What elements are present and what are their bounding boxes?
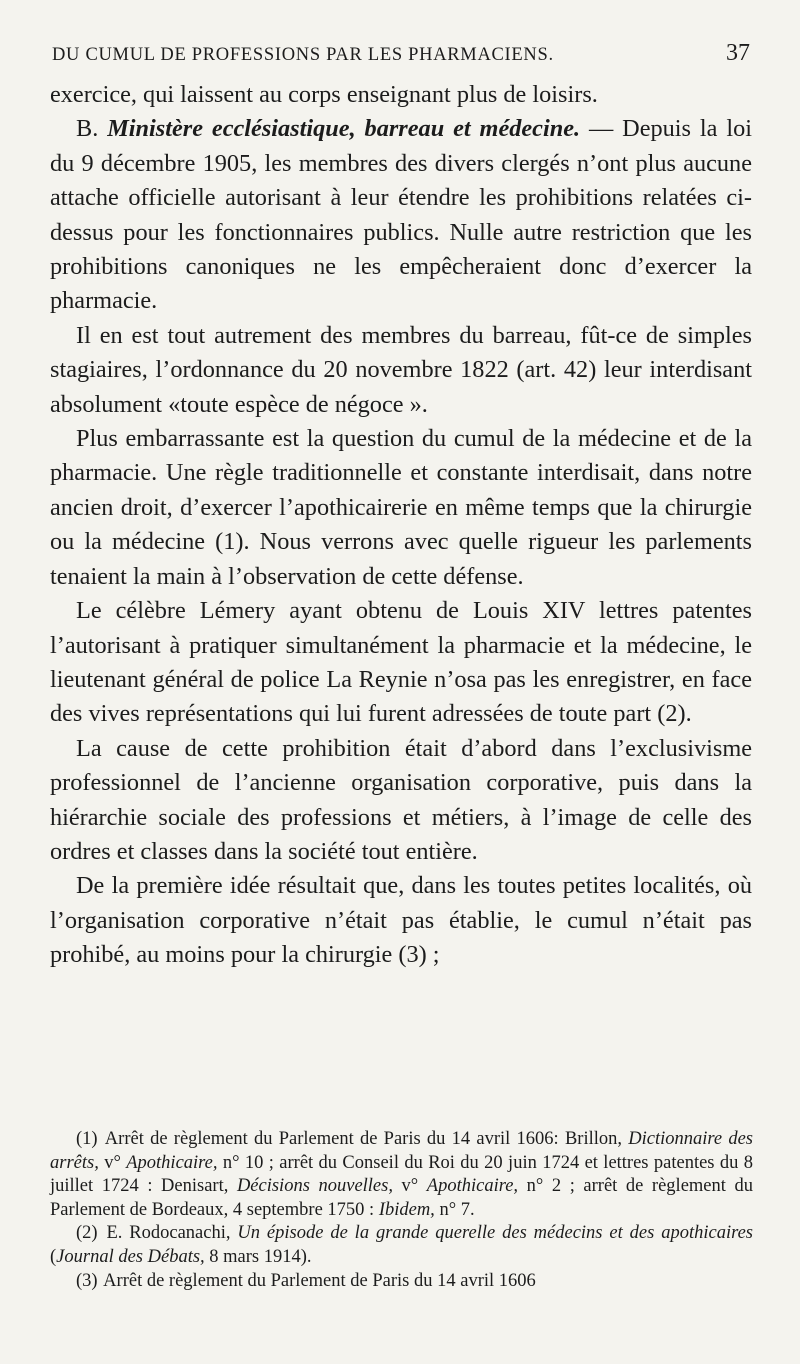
footnote-text: n° 10 ; arrêt du Conseil du Roi du 20 juin 1724 et lettres patentes du 8 juillet 1724 : Denisart, [50, 1152, 753, 1197]
footnote-title: Un épisode de la grande querelle des médecins et des apothicaires [237, 1223, 754, 1244]
footnotes [50, 1128, 753, 1293]
paragraph-lemery: Le célèbre Lémery ayant obtenu de Louis XIV lettres patentes l’autorisant à pratiquer simultanément la pharmacie et la médecine, le lieutenant général de police La Reynie n’osa pas les enregistrer, en face des vives représentations qui lui furent adressées de toute part (2). [50, 597, 752, 728]
footnote-title: Ibidem, [378, 1199, 435, 1220]
footnote-text: v° [98, 1152, 127, 1173]
footnote-mark: (1) [76, 1129, 98, 1149]
paragraph-section-b [50, 112, 752, 318]
footnote-text: v° [392, 1176, 427, 1197]
paragraph-medecine: Plus embarrassante est la question du cumul de la médecine et de la pharmacie. Une règle traditionnelle et constante interdisait, dans notre ancien droit, d’exercer l’apothicairerie en même temps que la chirurgie ou la médecine (1). Nous verrons avec quelle rigueur les parlements tenaient la main à l’observation de cette défense. [50, 425, 752, 590]
footnote-title: Apothicaire, [126, 1152, 218, 1173]
paragraph-premiere-idee: De la première idée résultait que, dans les toutes petites localités, où l’organisation corporative n’était pas établie, le cumul n’était pas prohibé, au moins pour la chirurgie (3) ; [50, 872, 752, 969]
paragraph-barreau: Il en est tout autrement des membres du barreau, fût-ce de simples stagiaires, l’ordonnance du 20 novembre 1822 (art. 42) leur interdisant absolument «toute espèce de négoce ». [50, 321, 752, 418]
footnote-text: n° 2 ; arrêt de règlement du Parlement de Bordeaux, 4 septembre 1750 : [50, 1176, 753, 1220]
footnote-3 [50, 1270, 753, 1294]
footnote-title: Dictionnaire des arrêts, [50, 1129, 753, 1173]
page-number: 37 [726, 40, 750, 66]
footnote-text: ( [50, 1246, 57, 1267]
footnote-2 [50, 1222, 753, 1269]
footnote-title: Apothicaire, [426, 1176, 519, 1197]
paragraph-text: — Depuis la loi du 9 décembre 1905, les membres des divers clergés n’ont plus aucune attache officielle autorisant à leur étendre les prohibitions relatées ci-dessus pour les fonctionnaires publics. Nulle autre restriction que les prohibitions canoniques ne les empêcheraient donc d’exercer la pharmacie. [50, 115, 752, 315]
footnote-text: 8 mars 1914). [204, 1246, 312, 1267]
body-text [50, 78, 752, 973]
footnote-text: Arrêt de règlement du Parlement de Paris du 14 avril 1606 [99, 1270, 536, 1291]
paragraph-continuation: exercice, qui laissent au corps enseignant plus de loisirs. [50, 81, 598, 108]
footnote-text: n° 7. [434, 1199, 475, 1220]
footnote-mark: (2) [76, 1223, 98, 1244]
footnote-1 [50, 1128, 753, 1222]
footnote-mark: (3) [76, 1270, 98, 1291]
footnote-title: Décisions nouvelles, [236, 1176, 393, 1197]
footnote-text: Arrêt de règlement du Parlement de Paris du 14 avril 1606: Brillon, [99, 1129, 629, 1149]
footnote-text: E. Rodocanachi, [99, 1223, 238, 1244]
section-heading: Ministère ecclésiastique, barreau et médecine. [107, 115, 581, 143]
footnote-title: Journal des Débats, [56, 1246, 205, 1267]
running-title: DU CUMUL DE PROFESSIONS PAR LES PHARMACIENS. [52, 45, 554, 65]
paragraph-cause: La cause de cette prohibition était d’abord dans l’exclusivisme professionnel de l’ancienne organisation corporative, puis dans la hiérarchie sociale des professions et métiers, à l’image de celle des ordres et classes dans la société tout entière. [50, 734, 752, 865]
section-letter: B. [76, 115, 99, 143]
page-header [52, 40, 750, 70]
